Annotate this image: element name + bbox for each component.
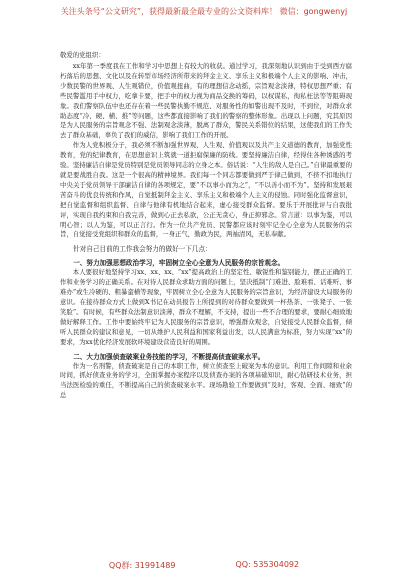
salutation: 敬爱的党组织：	[60, 51, 105, 59]
paragraph-intro: xx年第一季度我在工作和学习中思想上有较大的收获。通过学习，我深刻地认识到由于受到西方腐朽落后的思想、文化以及在转型市场经济所带来的拜金主义、享乐主义和极端个人主义的影响、冲击，少数民警的世界观、人生观错位，价值观扭曲，有的理想信念动摇，宗旨观念淡薄，特权思想严重；有些民警滥用手中权力，吃拿卡要，把手中的权力视为商品交换的筹码，以权谋私，徇私枉法等等阻碍现象。我们警察队伍中也还存在着一些民警执勤不规范、对服务性的如警出现不及时，不到位，对群众求助态度“冷、硬、横、推”等问题，这些都直接影响了我们的警察的整体形象。出现以上问题，究其原因是为人民服务的宗旨观念不强、法制观念淡薄，脱离了群众，警民关系错位的结果，这使我们的工作失去了群众基础，辜负了我们的威信，影响了我们工作的开展。	[60, 62, 352, 140]
top-banner: 关注头条号“公文研究”，获得最新最全最专业的公文资料库！ 微信：gongwenyj	[60, 7, 348, 16]
section-body-2: 作为一名刑警，侦查破案是自己的本职工作，树立侦查至上破案为本的意识。利用工作间隙和业余时间，抓好侦查业务的学习，全面掌握办案程序以及侦查办案的各项基础知识，耐心钻研技术业务，担当法医检验的重任，不断提高自己的侦查破案水平。现场勘验工作要做到“及时，客观、全面、细致”的总	[60, 361, 352, 400]
lead-in: 针对自己目前的工作我会努力的做好一下几点：	[73, 245, 212, 254]
section-body-1: 本人要很好地坚持学习xx、xx、xx、“xx”提高政治上的坚定性、敏锐性和鉴别能力，摆正正确的工作和业务学习的正确关系。在对待人民群众求助方面的问题上，坚决抵制“门难进、脸难看、话难听、事难办”或生冷硬的、粗暴蛮横等现象，牢固树立全心全意为人民服务的宗旨意识，为经济建设大局服务的意识。在接待群众方式上做到X书记在动员报告上所提到的对待群众要做到一杯热茶、一张凳子、一张笑脸”。有时候，有些群众法制意识淡薄，群众不理解，不支持，提出一些不合理的要求，要耐心细致地做好解释工作。工作中要始终牢记为人民服务的宗旨意识，增强群众观念，自觉接受人民群众监督，倾听人民群众的建议和意见，一切从维护人民利益和国家利益出发，以人民满意为标准，努力实现“xx”的要求，为xx优化经济发展软环境建设营造良好的周围。	[60, 268, 352, 346]
document-body	[60, 50, 352, 560]
footer	[0, 560, 408, 571]
section-heading-2: 二、大力加强侦查破案业务技能的学习，不断提高侦查破案水平。	[73, 352, 265, 361]
footer-qq-group: QQ群: 31991489	[108, 561, 176, 570]
footer-qq: QQ: 535304092	[235, 560, 300, 569]
paragraph-self-discipline: 作为人党积极分子，我必须不断加强世界观、人生观、价值观以及共产主义道德的教育，加强党性教育，党的纪律教育，在思想意识上筑就一道拒腐保廉的防线。要坚持廉洁自律，经得住各种诱惑的考验。坚持廉洁自律是党员特别是党员领导同志的立身之本。俗话说：“人生的敌人是自己。”自律最重要的就是要战胜自我。这是一个很高的精神境界。我们每一个同志都要做到严于律己做到，不挤不扣地执行中央关于党员领导干部廉洁自律的各项规定，要“不以事小而为之”，“不以善小而不为”。坚持和发展艰苦奋斗的优良传统和作风，自觉抵制拜金主义、享乐主义和极端个人主义的侵蚀。同时强化监督意识，把自觉监督和组织监督、自律与他律有机地结合起来，虚心接受群众监督。要乐于开展批评与自我批评，实现自我约束和自我完善，做到心正去私欲，公正无贪心，身正抑邪念。常言道：以事为鉴，可以明心智；以人为鉴，可以正言行。作为一位共产党员、民警都应该时刻牢记全心全意为人民服务的宗旨，自觉接受党组织和群众的监督，一身正气，勤政为民，两袖清风，无私奉献。	[60, 141, 352, 239]
section-heading-1: 一、努力加强思想政治学习，牢固树立全心全意为人民服务的宗旨观念。	[73, 259, 285, 268]
